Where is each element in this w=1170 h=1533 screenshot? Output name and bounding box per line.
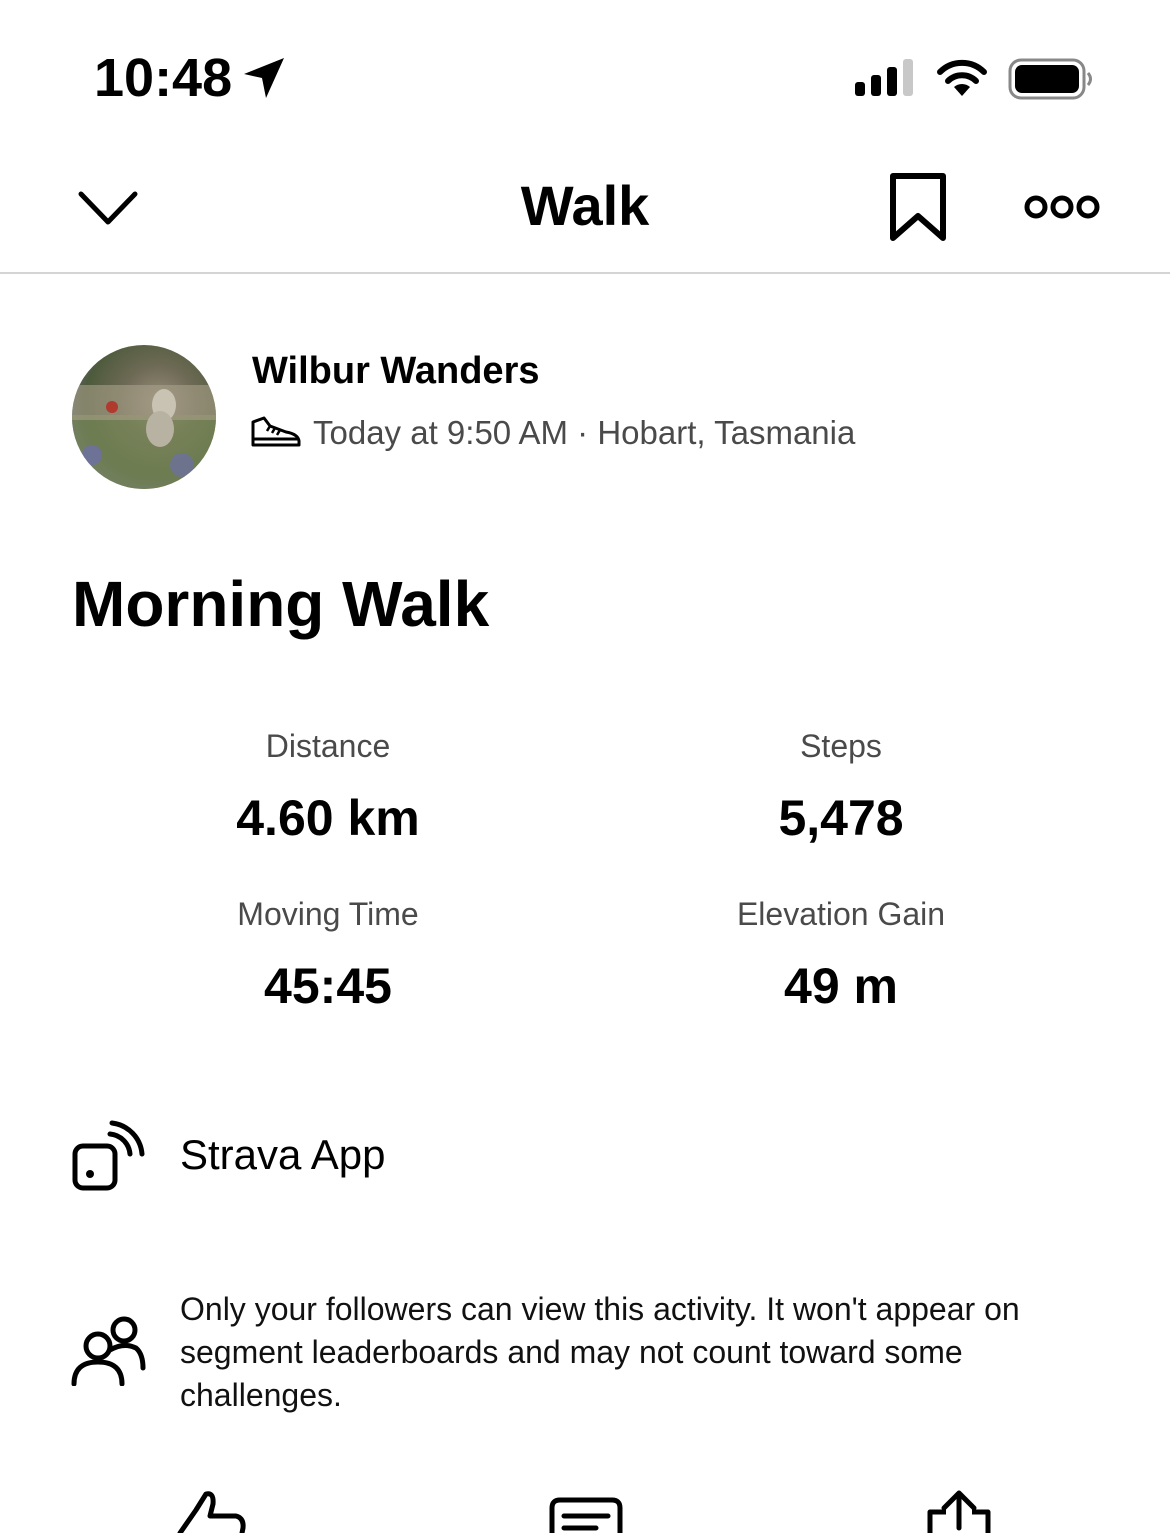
cellular-signal-icon: [855, 58, 915, 98]
activity-meta: Today at 9:50 AM · Hobart, Tasmania: [313, 414, 856, 451]
stat-value: 49 m: [784, 958, 898, 1014]
battery-icon: [1008, 58, 1094, 100]
status-time: 10:48: [94, 48, 233, 108]
visibility-notice: Only your followers can view this activity. It won't appear on segment leaderboards and may not count toward some challenges.: [180, 1291, 1020, 1413]
athlete-name[interactable]: Wilbur Wanders: [252, 350, 540, 392]
stat-steps: [585, 726, 1097, 848]
location-arrow-icon: [242, 56, 286, 100]
followers-icon: [70, 1316, 146, 1386]
wifi-icon: [934, 56, 990, 98]
stat-moving-time: [72, 894, 584, 1016]
stat-elevation-gain: [585, 894, 1097, 1016]
stat-value: 4.60 km: [236, 790, 420, 846]
stat-label: Elevation Gain: [736, 896, 946, 932]
stat-label: Distance: [265, 728, 391, 764]
stat-label: Moving Time: [237, 896, 419, 932]
avatar[interactable]: [72, 345, 216, 489]
nav-divider: [0, 272, 1170, 274]
stat-value: 5,478: [778, 790, 904, 846]
device-broadcast-icon: [72, 1120, 146, 1192]
stat-value: 45:45: [264, 958, 392, 1014]
device-label: Strava App: [180, 1131, 386, 1178]
stat-label: Steps: [800, 728, 882, 764]
activity-title: Morning Walk: [72, 568, 490, 640]
kudos-icon[interactable]: [176, 1490, 246, 1533]
shoe-icon: [250, 414, 302, 450]
avatar-photo: [72, 345, 216, 489]
stat-distance: [72, 726, 584, 848]
bookmark-icon[interactable]: [889, 172, 947, 242]
comment-icon[interactable]: [548, 1496, 624, 1533]
share-icon[interactable]: [926, 1488, 992, 1533]
page-title: Walk: [520, 174, 650, 237]
more-icon[interactable]: [1024, 190, 1100, 224]
